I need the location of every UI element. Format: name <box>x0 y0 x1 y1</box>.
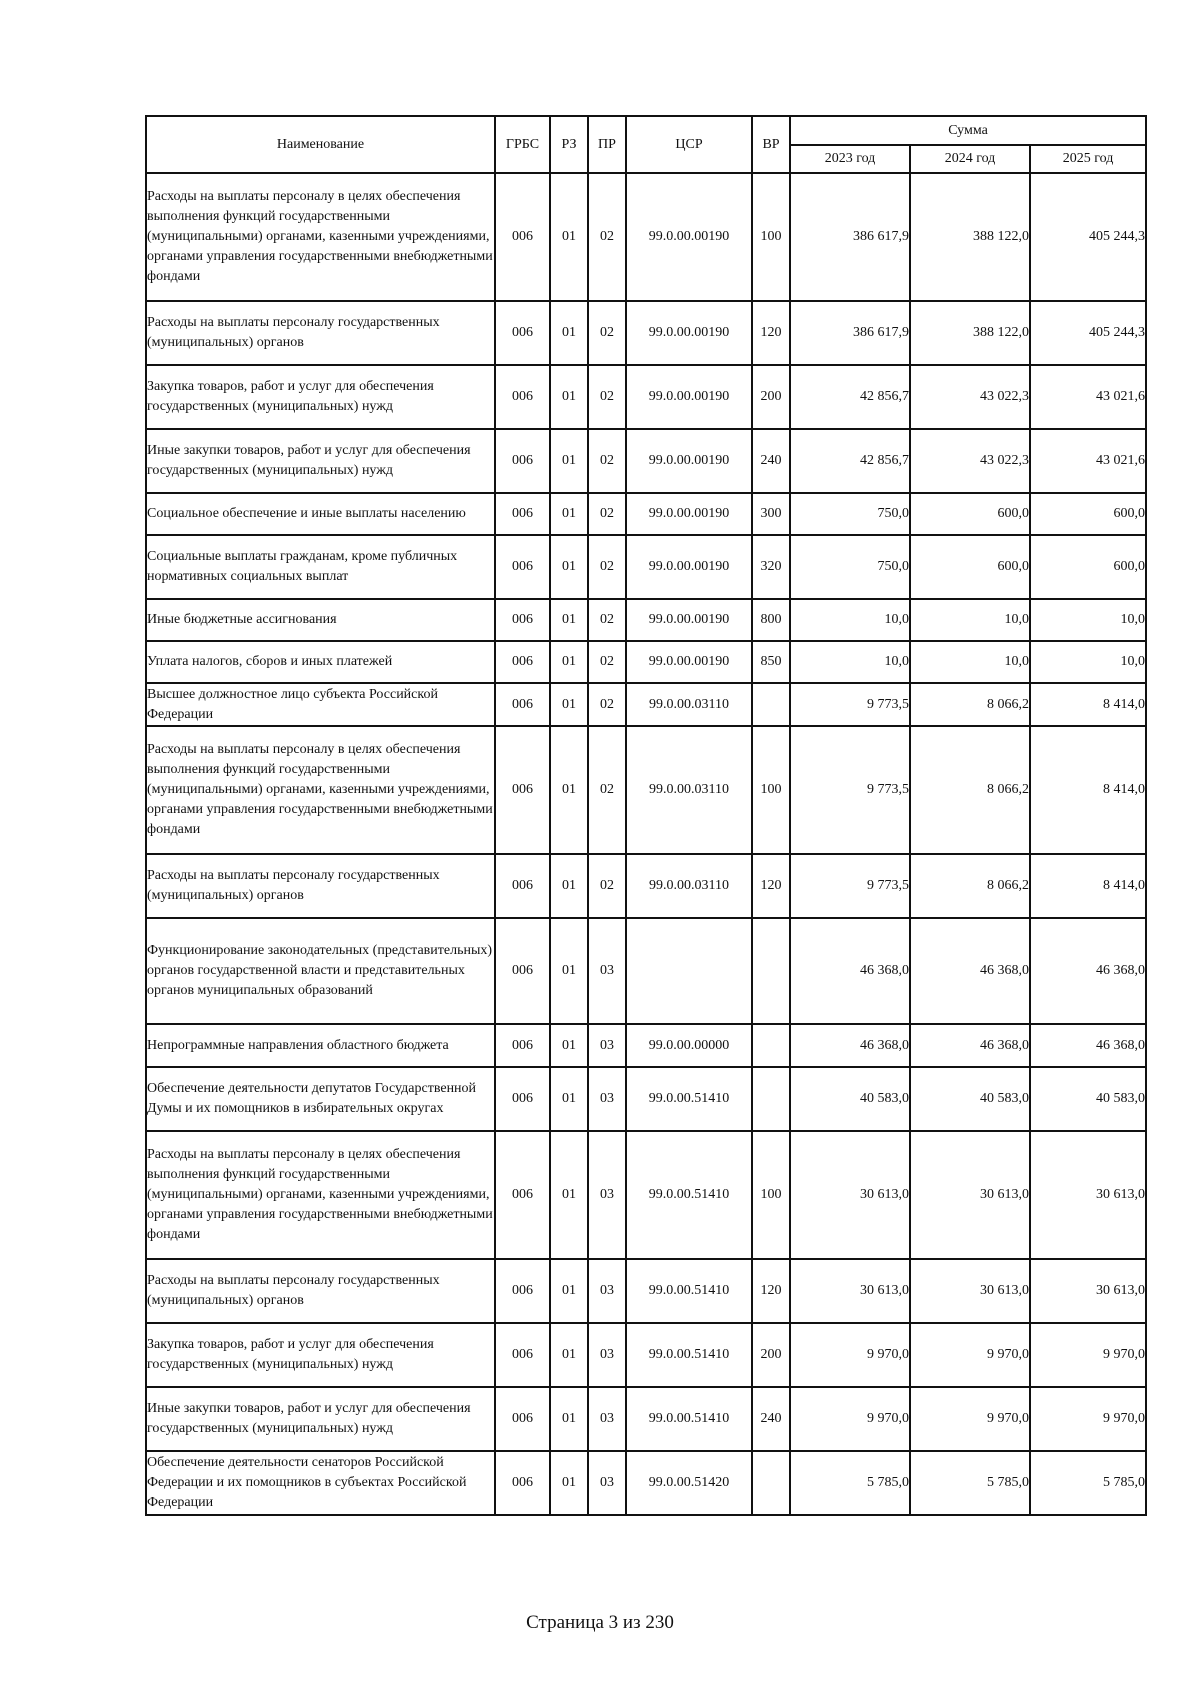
row-grbs: 006 <box>495 535 550 599</box>
row-pr: 03 <box>588 1387 626 1451</box>
row-vr: 850 <box>752 641 790 683</box>
table-row <box>146 493 1146 535</box>
row-sum-2023: 750,0 <box>790 493 910 535</box>
row-grbs: 006 <box>495 726 550 854</box>
header-year-2024: 2024 год <box>910 145 1030 173</box>
table-row <box>146 1131 1146 1259</box>
row-rz: 01 <box>550 493 588 535</box>
row-pr: 03 <box>588 1259 626 1323</box>
row-grbs: 006 <box>495 641 550 683</box>
row-sum-2023: 386 617,9 <box>790 173 910 301</box>
table-row <box>146 429 1146 493</box>
header-name: Наименование <box>146 116 495 173</box>
budget-table <box>145 115 1147 1516</box>
row-grbs: 006 <box>495 493 550 535</box>
row-pr: 03 <box>588 1024 626 1067</box>
row-grbs: 006 <box>495 365 550 429</box>
row-sum-2023: 42 856,7 <box>790 429 910 493</box>
row-vr: 240 <box>752 429 790 493</box>
table-row <box>146 683 1146 726</box>
row-rz: 01 <box>550 1131 588 1259</box>
row-rz: 01 <box>550 173 588 301</box>
row-name: Расходы на выплаты персоналу в целях обеспечения выполнения функций государственными (муниципальными) органами, казенными учреждениями, органами управления государственными внебюджетными фондами <box>146 173 495 301</box>
row-vr: 800 <box>752 599 790 641</box>
row-csr: 99.0.00.51410 <box>626 1323 752 1387</box>
row-sum-2024: 30 613,0 <box>910 1259 1030 1323</box>
row-csr: 99.0.00.00190 <box>626 493 752 535</box>
row-csr: 99.0.00.51420 <box>626 1451 752 1515</box>
row-csr: 99.0.00.00000 <box>626 1024 752 1067</box>
row-vr: 120 <box>752 1259 790 1323</box>
row-csr: 99.0.00.00190 <box>626 535 752 599</box>
row-name: Функционирование законодательных (представительных) органов государственной власти и представительных органов муниципальных образований <box>146 918 495 1024</box>
row-name: Социальные выплаты гражданам, кроме публичных нормативных социальных выплат <box>146 535 495 599</box>
table-row <box>146 1067 1146 1131</box>
row-grbs: 006 <box>495 429 550 493</box>
row-sum-2023: 40 583,0 <box>790 1067 910 1131</box>
row-pr: 02 <box>588 429 626 493</box>
row-sum-2024: 10,0 <box>910 599 1030 641</box>
row-name: Иные бюджетные ассигнования <box>146 599 495 641</box>
row-sum-2023: 30 613,0 <box>790 1131 910 1259</box>
row-rz: 01 <box>550 854 588 918</box>
row-sum-2025: 405 244,3 <box>1030 173 1146 301</box>
row-pr: 02 <box>588 535 626 599</box>
row-vr: 100 <box>752 173 790 301</box>
row-vr: 120 <box>752 301 790 365</box>
row-vr: 200 <box>752 365 790 429</box>
table-row <box>146 1259 1146 1323</box>
table-header <box>146 116 1146 173</box>
row-pr: 02 <box>588 683 626 726</box>
row-grbs: 006 <box>495 301 550 365</box>
page-number: Страница 3 из 230 <box>526 1612 674 1633</box>
row-name: Высшее должностное лицо субъекта Российской Федерации <box>146 683 495 726</box>
table-row <box>146 173 1146 301</box>
row-name: Расходы на выплаты персоналу государственных (муниципальных) органов <box>146 301 495 365</box>
row-sum-2023: 750,0 <box>790 535 910 599</box>
row-csr: 99.0.00.51410 <box>626 1387 752 1451</box>
row-pr: 03 <box>588 1067 626 1131</box>
row-sum-2025: 600,0 <box>1030 535 1146 599</box>
row-csr: 99.0.00.51410 <box>626 1259 752 1323</box>
row-name: Расходы на выплаты персоналу государственных (муниципальных) органов <box>146 854 495 918</box>
row-sum-2023: 9 773,5 <box>790 683 910 726</box>
row-sum-2025: 43 021,6 <box>1030 365 1146 429</box>
row-pr: 02 <box>588 726 626 854</box>
row-csr: 99.0.00.00190 <box>626 173 752 301</box>
row-sum-2023: 9 970,0 <box>790 1387 910 1451</box>
table-row <box>146 1387 1146 1451</box>
row-sum-2023: 9 773,5 <box>790 726 910 854</box>
row-csr: 99.0.00.00190 <box>626 641 752 683</box>
row-vr <box>752 918 790 1024</box>
row-sum-2025: 46 368,0 <box>1030 1024 1146 1067</box>
row-vr: 320 <box>752 535 790 599</box>
row-grbs: 006 <box>495 1387 550 1451</box>
row-grbs: 006 <box>495 683 550 726</box>
row-sum-2024: 10,0 <box>910 641 1030 683</box>
row-sum-2025: 30 613,0 <box>1030 1131 1146 1259</box>
row-rz: 01 <box>550 1067 588 1131</box>
row-grbs: 006 <box>495 1323 550 1387</box>
row-grbs: 006 <box>495 1024 550 1067</box>
row-rz: 01 <box>550 1024 588 1067</box>
row-pr: 02 <box>588 641 626 683</box>
table-row <box>146 301 1146 365</box>
row-pr: 02 <box>588 173 626 301</box>
row-rz: 01 <box>550 429 588 493</box>
row-grbs: 006 <box>495 1067 550 1131</box>
row-rz: 01 <box>550 641 588 683</box>
table-row <box>146 854 1146 918</box>
row-csr: 99.0.00.00190 <box>626 365 752 429</box>
table-row <box>146 641 1146 683</box>
row-grbs: 006 <box>495 918 550 1024</box>
row-sum-2025: 8 414,0 <box>1030 854 1146 918</box>
row-sum-2025: 30 613,0 <box>1030 1259 1146 1323</box>
row-csr: 99.0.00.00190 <box>626 429 752 493</box>
row-vr <box>752 683 790 726</box>
row-sum-2024: 9 970,0 <box>910 1387 1030 1451</box>
row-pr: 03 <box>588 1451 626 1515</box>
row-name: Расходы на выплаты персоналу в целях обеспечения выполнения функций государственными (муниципальными) органами, казенными учреждениями, органами управления государственными внебюджетными фондами <box>146 726 495 854</box>
row-csr: 99.0.00.03110 <box>626 726 752 854</box>
row-rz: 01 <box>550 1323 588 1387</box>
row-sum-2024: 600,0 <box>910 493 1030 535</box>
header-sum: Сумма <box>790 116 1146 145</box>
row-pr: 02 <box>588 493 626 535</box>
table-row <box>146 365 1146 429</box>
row-grbs: 006 <box>495 854 550 918</box>
row-name: Обеспечение деятельности сенаторов Российской Федерации и их помощников в субъектах Российской Федерации <box>146 1451 495 1515</box>
row-csr: 99.0.00.03110 <box>626 683 752 726</box>
row-sum-2025: 46 368,0 <box>1030 918 1146 1024</box>
row-sum-2025: 9 970,0 <box>1030 1387 1146 1451</box>
row-sum-2024: 8 066,2 <box>910 683 1030 726</box>
row-name: Непрограммные направления областного бюджета <box>146 1024 495 1067</box>
header-pr: ПР <box>588 116 626 173</box>
row-pr: 03 <box>588 918 626 1024</box>
row-sum-2023: 10,0 <box>790 599 910 641</box>
row-rz: 01 <box>550 726 588 854</box>
row-sum-2024: 388 122,0 <box>910 301 1030 365</box>
row-vr: 240 <box>752 1387 790 1451</box>
row-name: Расходы на выплаты персоналу в целях обеспечения выполнения функций государственными (муниципальными) органами, казенными учреждениями, органами управления государственными внебюджетными фондами <box>146 1131 495 1259</box>
row-sum-2025: 8 414,0 <box>1030 726 1146 854</box>
row-grbs: 006 <box>495 173 550 301</box>
row-name: Социальное обеспечение и иные выплаты населению <box>146 493 495 535</box>
row-name: Закупка товаров, работ и услуг для обеспечения государственных (муниципальных) нужд <box>146 1323 495 1387</box>
table-row <box>146 1024 1146 1067</box>
row-sum-2023: 42 856,7 <box>790 365 910 429</box>
row-rz: 01 <box>550 301 588 365</box>
row-csr <box>626 918 752 1024</box>
row-name: Иные закупки товаров, работ и услуг для обеспечения государственных (муниципальных) нужд <box>146 1387 495 1451</box>
row-vr: 100 <box>752 726 790 854</box>
row-sum-2023: 46 368,0 <box>790 1024 910 1067</box>
table-body <box>146 173 1146 1515</box>
row-csr: 99.0.00.00190 <box>626 599 752 641</box>
row-rz: 01 <box>550 535 588 599</box>
row-rz: 01 <box>550 599 588 641</box>
row-vr <box>752 1024 790 1067</box>
row-rz: 01 <box>550 1451 588 1515</box>
row-rz: 01 <box>550 918 588 1024</box>
table-row <box>146 918 1146 1024</box>
row-pr: 03 <box>588 1323 626 1387</box>
row-sum-2023: 46 368,0 <box>790 918 910 1024</box>
table-row <box>146 1451 1146 1515</box>
table-row <box>146 535 1146 599</box>
row-sum-2025: 9 970,0 <box>1030 1323 1146 1387</box>
header-year-2023: 2023 год <box>790 145 910 173</box>
row-sum-2025: 10,0 <box>1030 641 1146 683</box>
row-name: Закупка товаров, работ и услуг для обеспечения государственных (муниципальных) нужд <box>146 365 495 429</box>
row-pr: 02 <box>588 599 626 641</box>
row-sum-2024: 5 785,0 <box>910 1451 1030 1515</box>
header-vr: ВР <box>752 116 790 173</box>
row-sum-2023: 5 785,0 <box>790 1451 910 1515</box>
row-vr <box>752 1451 790 1515</box>
row-rz: 01 <box>550 683 588 726</box>
header-rz: РЗ <box>550 116 588 173</box>
row-pr: 02 <box>588 365 626 429</box>
row-sum-2025: 5 785,0 <box>1030 1451 1146 1515</box>
row-sum-2025: 10,0 <box>1030 599 1146 641</box>
row-grbs: 006 <box>495 1259 550 1323</box>
row-sum-2024: 43 022,3 <box>910 429 1030 493</box>
row-csr: 99.0.00.51410 <box>626 1067 752 1131</box>
row-csr: 99.0.00.03110 <box>626 854 752 918</box>
row-sum-2025: 405 244,3 <box>1030 301 1146 365</box>
header-grbs: ГРБС <box>495 116 550 173</box>
row-vr: 200 <box>752 1323 790 1387</box>
row-rz: 01 <box>550 1259 588 1323</box>
row-name: Обеспечение деятельности депутатов Государственной Думы и их помощников в избирательных округах <box>146 1067 495 1131</box>
table-row <box>146 726 1146 854</box>
row-sum-2024: 600,0 <box>910 535 1030 599</box>
row-sum-2025: 8 414,0 <box>1030 683 1146 726</box>
header-csr: ЦСР <box>626 116 752 173</box>
row-csr: 99.0.00.00190 <box>626 301 752 365</box>
row-sum-2023: 30 613,0 <box>790 1259 910 1323</box>
row-grbs: 006 <box>495 1451 550 1515</box>
row-vr: 120 <box>752 854 790 918</box>
row-csr: 99.0.00.51410 <box>626 1131 752 1259</box>
row-vr <box>752 1067 790 1131</box>
row-sum-2024: 8 066,2 <box>910 854 1030 918</box>
row-sum-2024: 388 122,0 <box>910 173 1030 301</box>
row-pr: 02 <box>588 301 626 365</box>
row-pr: 03 <box>588 1131 626 1259</box>
row-sum-2025: 40 583,0 <box>1030 1067 1146 1131</box>
row-name: Расходы на выплаты персоналу государственных (муниципальных) органов <box>146 1259 495 1323</box>
row-vr: 300 <box>752 493 790 535</box>
row-name: Иные закупки товаров, работ и услуг для обеспечения государственных (муниципальных) нужд <box>146 429 495 493</box>
table-row <box>146 599 1146 641</box>
row-sum-2025: 43 021,6 <box>1030 429 1146 493</box>
row-sum-2023: 386 617,9 <box>790 301 910 365</box>
row-rz: 01 <box>550 365 588 429</box>
row-rz: 01 <box>550 1387 588 1451</box>
table-row <box>146 1323 1146 1387</box>
row-sum-2025: 600,0 <box>1030 493 1146 535</box>
row-sum-2024: 30 613,0 <box>910 1131 1030 1259</box>
header-year-2025: 2025 год <box>1030 145 1146 173</box>
row-sum-2024: 46 368,0 <box>910 918 1030 1024</box>
row-sum-2023: 10,0 <box>790 641 910 683</box>
row-sum-2024: 8 066,2 <box>910 726 1030 854</box>
row-sum-2024: 40 583,0 <box>910 1067 1030 1131</box>
row-sum-2024: 43 022,3 <box>910 365 1030 429</box>
row-name: Уплата налогов, сборов и иных платежей <box>146 641 495 683</box>
row-vr: 100 <box>752 1131 790 1259</box>
row-sum-2024: 9 970,0 <box>910 1323 1030 1387</box>
row-sum-2024: 46 368,0 <box>910 1024 1030 1067</box>
row-sum-2023: 9 773,5 <box>790 854 910 918</box>
row-grbs: 006 <box>495 1131 550 1259</box>
row-grbs: 006 <box>495 599 550 641</box>
row-pr: 02 <box>588 854 626 918</box>
row-sum-2023: 9 970,0 <box>790 1323 910 1387</box>
